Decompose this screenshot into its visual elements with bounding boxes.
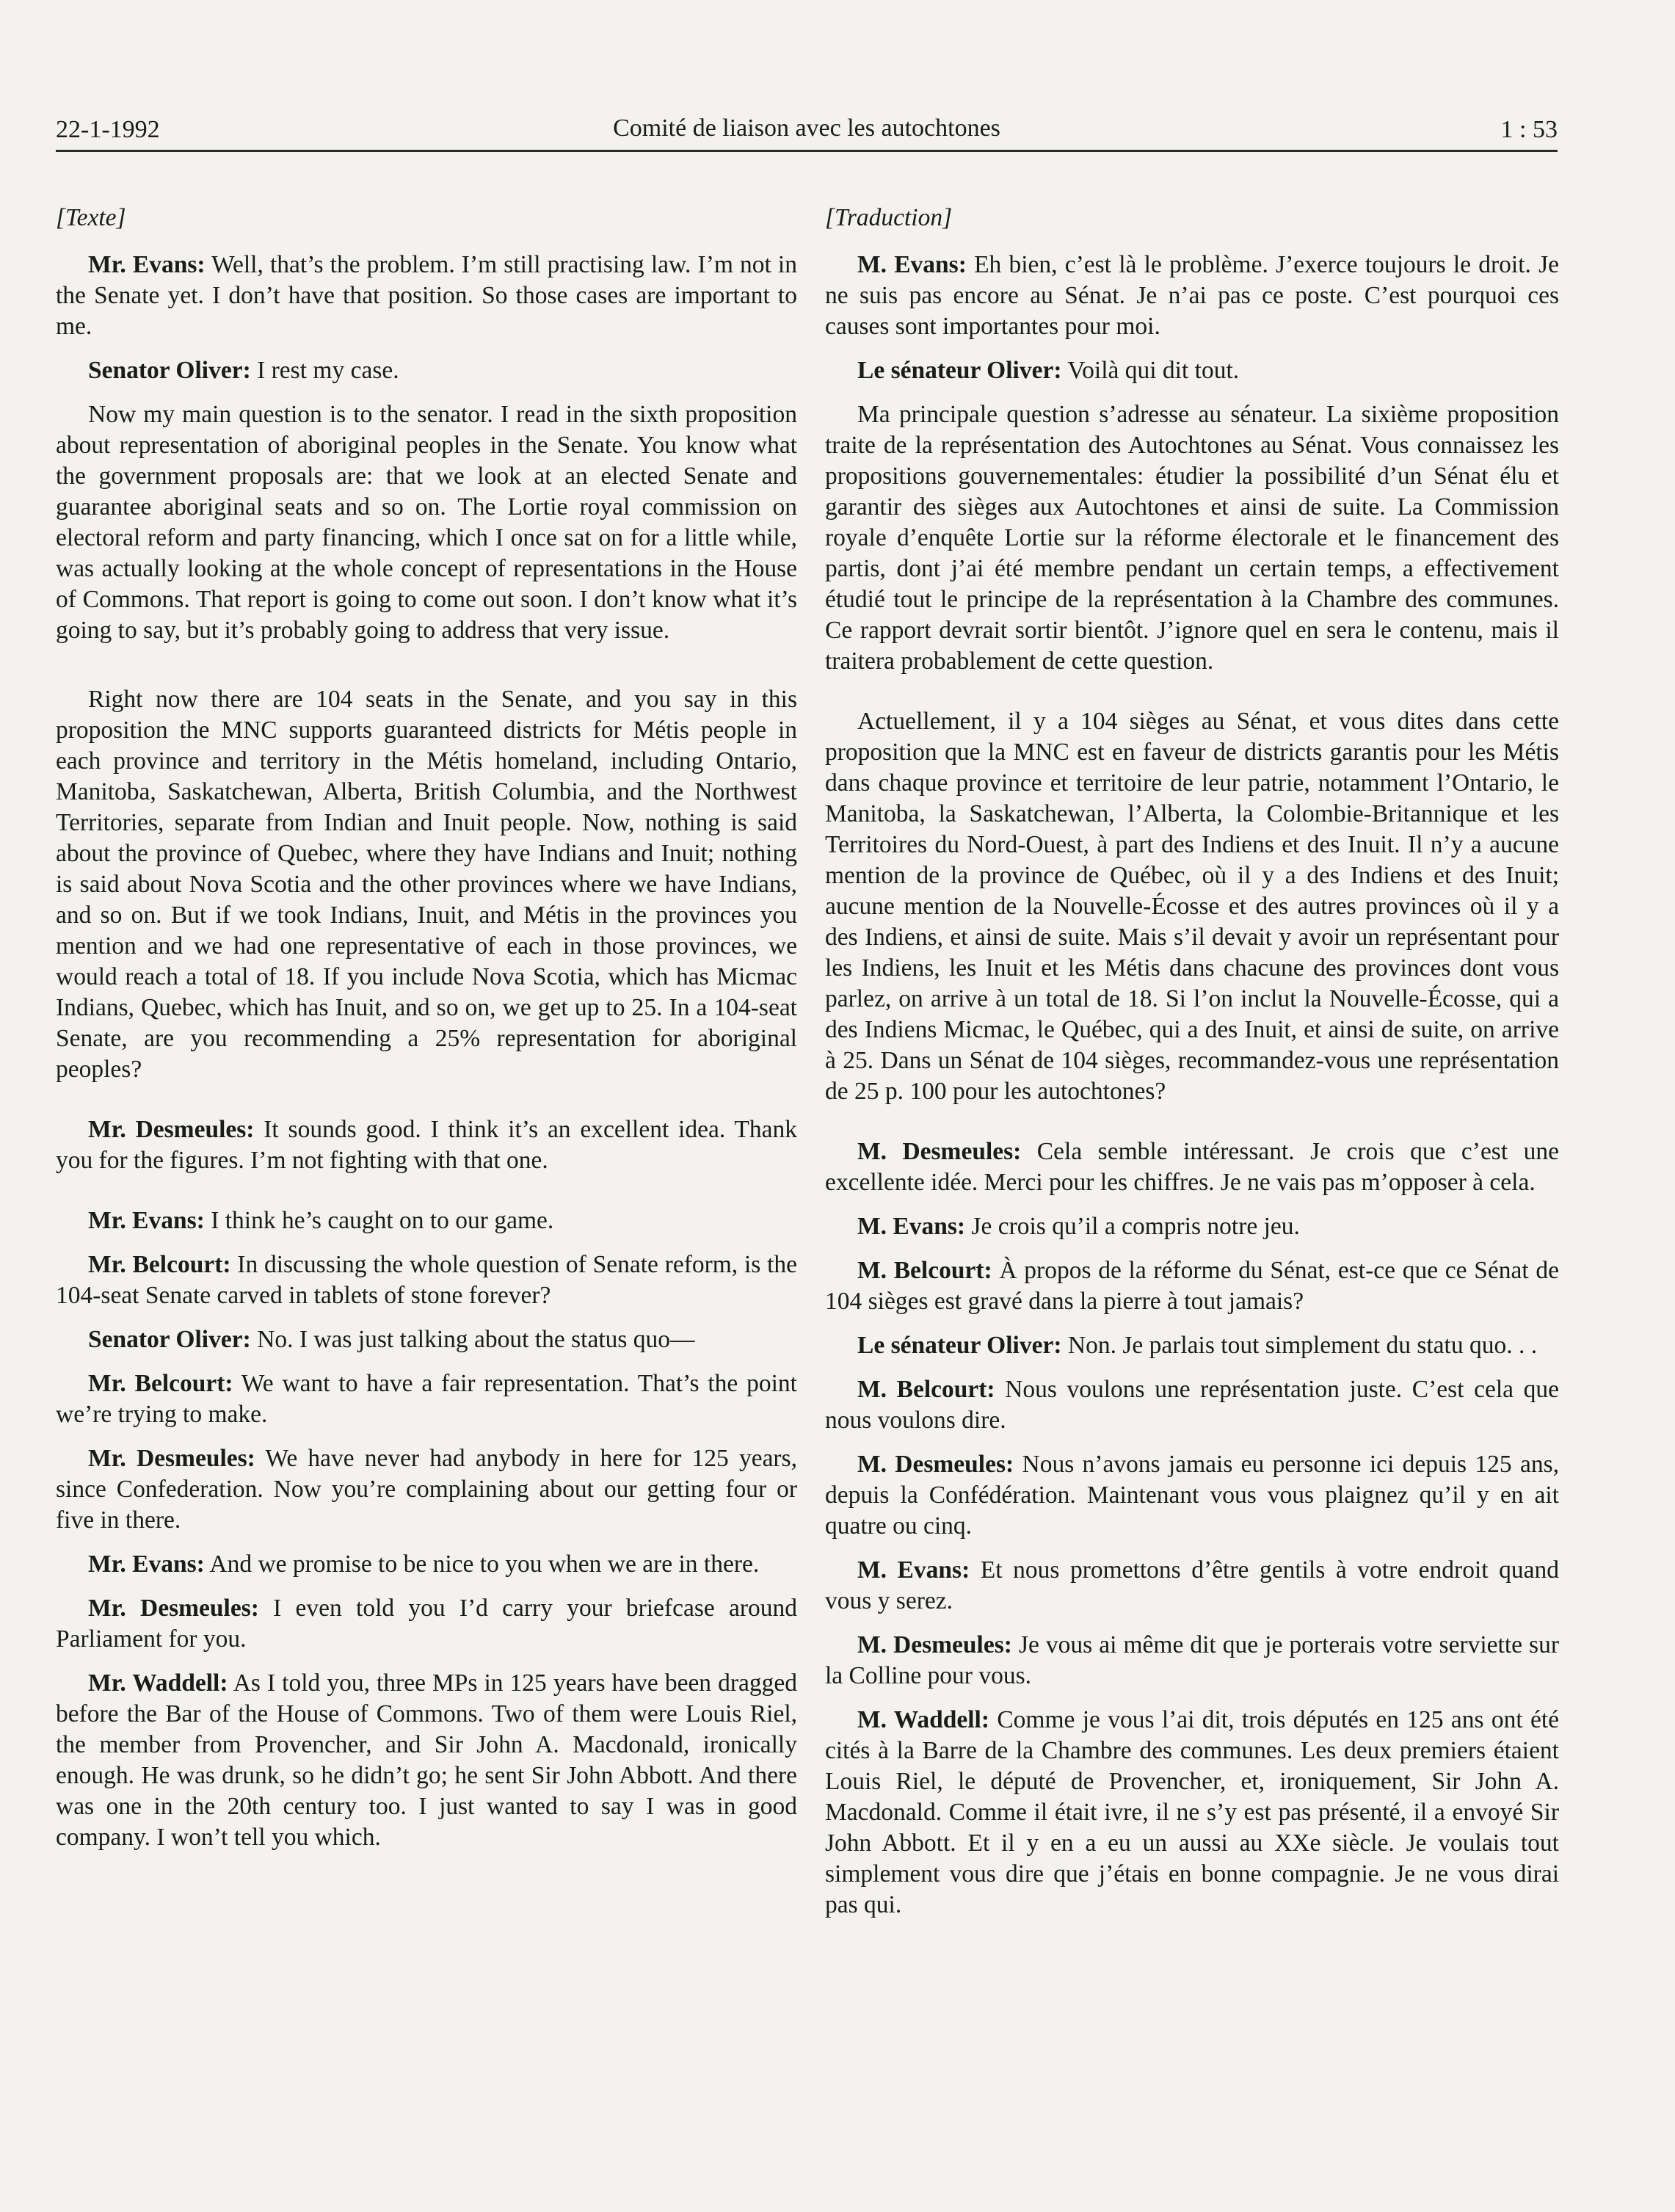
paragraph-text: Non. Je parlais tout simplement du statu quo. . . xyxy=(1061,1332,1538,1359)
speaker-name: Le sénateur Oliver: xyxy=(857,357,1062,384)
paragraph-text: No. I was just talking about the status quo— xyxy=(250,1326,695,1353)
speaker-name: M. Evans: xyxy=(857,251,967,278)
paragraph xyxy=(56,1205,797,1236)
paragraph-text: Ma principale question s’adresse au sénateur. La sixième proposition traite de la représentation des Autochtones au Sénat. Vous connaissez les propositions gouvernementales: étudier la possibilité d’un Sénat élu et garantir des sièges aux Autochtones et ainsi de suite. La Commission royale d’enquête Lortie sur la réforme électorale et le financement des partis, dont j’ai été membre pendant un certain temps, a effectivement étudié tout le principe de la représentation à la Chambre des communes. Ce rapport devrait sortir bientôt. J’ignore quel en sera le contenu, mais il traitera probablement de cette question. xyxy=(825,401,1559,675)
french-column xyxy=(825,203,1559,1934)
paragraph-text: Je crois qu’il a compris notre jeu. xyxy=(965,1213,1300,1240)
paragraph xyxy=(56,399,797,646)
paragraph-text: I think he’s caught on to our game. xyxy=(204,1207,554,1234)
speaker-name: Senator Oliver: xyxy=(88,357,251,384)
paragraph xyxy=(825,1255,1559,1317)
speaker-name: M. Belcourt: xyxy=(857,1257,992,1284)
speaker-name: M. Desmeules: xyxy=(857,1451,1014,1478)
paragraph-text: Well, that’s the problem. I’m still practising law. I’m not in the Senate yet. I don’t have that position. So those cases are important to me. xyxy=(56,251,797,340)
paragraph xyxy=(825,1449,1559,1542)
speaker-name: Mr. Desmeules: xyxy=(88,1445,255,1472)
paragraph xyxy=(825,1136,1559,1198)
speaker-name: Mr. Desmeules: xyxy=(88,1595,259,1622)
speaker-name: Mr. Evans: xyxy=(88,1551,205,1578)
paragraph xyxy=(825,706,1559,1107)
paragraph-text: It sounds good. I think it’s an excellent idea. Thank you for the figures. I’m not fighting with that one. xyxy=(56,1116,797,1174)
paragraph xyxy=(56,1668,797,1853)
speaker-name: M. Waddell: xyxy=(857,1706,990,1733)
paragraph-text: I rest my case. xyxy=(250,357,399,384)
paragraph xyxy=(825,1705,1559,1921)
paragraph-text: I even told you I’d carry your briefcase around Parliament for you. xyxy=(56,1595,797,1653)
header-page-number: 1 : 53 xyxy=(1500,116,1558,143)
paragraph xyxy=(56,250,797,342)
paragraph xyxy=(56,1114,797,1176)
english-column xyxy=(56,203,797,1866)
column-label: [Traduction] xyxy=(825,204,953,231)
paragraph xyxy=(56,355,797,386)
paragraph xyxy=(56,1250,797,1311)
speaker-name: Mr. Evans: xyxy=(88,1207,205,1234)
column-label: [Texte] xyxy=(56,204,126,231)
paragraph-text: À propos de la réforme du Sénat, est-ce que ce Sénat de 104 sièges est gravé dans la pierre à tout jamais? xyxy=(825,1257,1559,1315)
paragraph-text: In discussing the whole question of Senate reform, is the 104-seat Senate carved in tablets of stone forever? xyxy=(56,1251,797,1309)
speaker-name: Mr. Evans: xyxy=(88,251,206,278)
paragraph-text: Right now there are 104 seats in the Senate, and you say in this proposition the MNC supports guaranteed districts for Métis people in each province and territory in the Métis homeland, including Ontario, Manitoba, Saskatchewan, Alberta, British Columbia, and the Northwest Territories, separate from Indian and Inuit people. Now, nothing is said about the province of Quebec, where they have Indians and Inuit; nothing is said about Nova Scotia and the other provinces where we have Indians, and so on. But if we took Indians, Inuit, and Métis in the provinces you mention and we had one representative of each in those provinces, we would reach a total of 18. If you include Nova Scotia, which has Micmac Indians, Quebec, which has Inuit, and so on, we get up to 25. In a 104-seat Senate, are you recommending a 25% representation for aboriginal peoples? xyxy=(56,686,797,1083)
speaker-name: M. Desmeules: xyxy=(857,1631,1012,1658)
speaker-name: M. Evans: xyxy=(857,1556,970,1584)
paragraph xyxy=(825,1330,1559,1361)
paragraph-text: Nous n’avons jamais eu personne ici depuis 125 ans, depuis la Confédération. Maintenant vous vous plaignez qu’il y en ait quatre ou cinq. xyxy=(825,1451,1560,1540)
paragraph-text: Nous voulons une représentation juste. C’est cela que nous voulons dire. xyxy=(825,1376,1559,1434)
paragraph xyxy=(56,1593,797,1655)
paragraph xyxy=(56,684,797,1085)
speaker-name: M. Desmeules: xyxy=(857,1138,1022,1165)
paragraph-text: Comme je vous l’ai dit, trois députés en 125 ans ont été cités à la Barre de la Chambre des communes. Les deux premiers étaient Louis Riel, le député de Provencher, et, ironiquement, Sir John A. Macdonald. Comme il était ivre, il ne s’y est pas présenté, il a envoyé Sir John Abbott. Et il y en a eu un aussi au XXe siècle. Je voulais tout simplement vous dire que j’étais en bonne compagnie. Je ne vous dirai pas qui. xyxy=(825,1706,1559,1918)
paragraph-text: Voilà qui dit tout. xyxy=(1061,357,1240,384)
paragraph xyxy=(825,1374,1559,1436)
paragraph-text: We have never had anybody in here for 125 years, since Confederation. Now you’re complaining about our getting four or five in there. xyxy=(56,1445,797,1534)
speaker-name: M. Evans: xyxy=(857,1213,966,1240)
paragraph-text: And we promise to be nice to you when we are in there. xyxy=(204,1551,760,1578)
paragraph-text: Je vous ai même dit que je porterais votre serviette sur la Colline pour vous. xyxy=(825,1631,1559,1689)
speaker-name: Senator Oliver: xyxy=(88,1326,251,1353)
paragraph xyxy=(825,1630,1559,1691)
paragraph xyxy=(825,1211,1559,1242)
paragraph-text: Et nous promettons d’être gentils à votre endroit quand vous y serez. xyxy=(825,1556,1559,1614)
paragraph-text: As I told you, three MPs in 125 years have been dragged before the Bar of the House of Commons. Two of them were Louis Riel, the member from Provencher, and Sir John A. Macdonald, ironically enough. He was drunk, so he didn’t go; he sent Sir John Abbott. And there was one in the 20th century too. I just wanted to say I was in good company. I won’t tell you which. xyxy=(56,1669,797,1851)
paragraph-text: We want to have a fair representation. That’s the point we’re trying to make. xyxy=(56,1370,797,1428)
header-title: Comité de liaison avec les autochtones xyxy=(613,115,1000,142)
paragraph xyxy=(56,1324,797,1355)
running-header xyxy=(56,109,1558,152)
paragraph xyxy=(825,355,1559,386)
paragraph-text: Actuellement, il y a 104 sièges au Sénat, et vous dites dans cette proposition que la MNC est en faveur de districts garantis pour les Métis dans chaque province et territoire de leur patrie, notamment l’Ontario, le Manitoba, la Saskatchewan, l’Alberta, la Colombie-Britannique et les Territoires du Nord-Ouest, à part des Indiens et des Inuit. Il n’y a aucune mention de la province de Québec, où il y a des Indiens et des Inuit; aucune mention de la Nouvelle-Écosse et des autres provinces où il y a des Indiens, et ainsi de suite. Mais s’il devait y avoir un représentant pour les Indiens, les Inuit et les Métis dans chacune des provinces dont vous parlez, on arrive à un total de 18. Si l’on inclut la Nouvelle-Écosse, qui a des Indiens Micmac, le Québec, qui a des Inuit, et ainsi de suite, on arrive à 25. Dans un Sénat de 104 sièges, recommandez-vous une représentation de 25 p. 100 pour les autochtones? xyxy=(825,708,1559,1105)
paragraph-text: Cela semble intéressant. Je crois que c’est une excellente idée. Merci pour les chiffres. Je ne vais pas m’opposer à cela. xyxy=(825,1138,1559,1196)
paragraph xyxy=(56,1368,797,1430)
paragraph xyxy=(825,1555,1559,1617)
paragraph-text: Now my main question is to the senator. I read in the sixth proposition about representation of aboriginal peoples in the Senate. You know what the government proposals are: that we look at an elected Senate and guarantee aboriginal seats and so on. The Lortie royal commission on electoral reform and party financing, which I once sat on for a little while, was actually looking at the whole concept of representations in the House of Commons. That report is going to come out soon. I don’t know what it’s going to say, but it’s probably going to address that very issue. xyxy=(56,401,797,644)
speaker-name: Mr. Waddell: xyxy=(88,1669,228,1697)
paragraph-text: Eh bien, c’est là le problème. J’exerce toujours le droit. Je ne suis pas encore au Sénat. Je n’ai pas ce poste. C’est pourquoi ces causes sont importantes pour moi. xyxy=(825,251,1559,340)
speaker-name: Mr. Desmeules: xyxy=(88,1116,255,1143)
speaker-name: Mr. Belcourt: xyxy=(88,1251,231,1278)
speaker-name: Le sénateur Oliver: xyxy=(857,1332,1062,1359)
paragraph xyxy=(56,1443,797,1536)
speaker-name: M. Belcourt: xyxy=(857,1376,995,1403)
speaker-name: Mr. Belcourt: xyxy=(88,1370,233,1397)
header-date: 22-1-1992 xyxy=(56,116,160,143)
paragraph xyxy=(56,1549,797,1580)
paragraph xyxy=(825,399,1559,677)
paragraph xyxy=(825,250,1559,342)
